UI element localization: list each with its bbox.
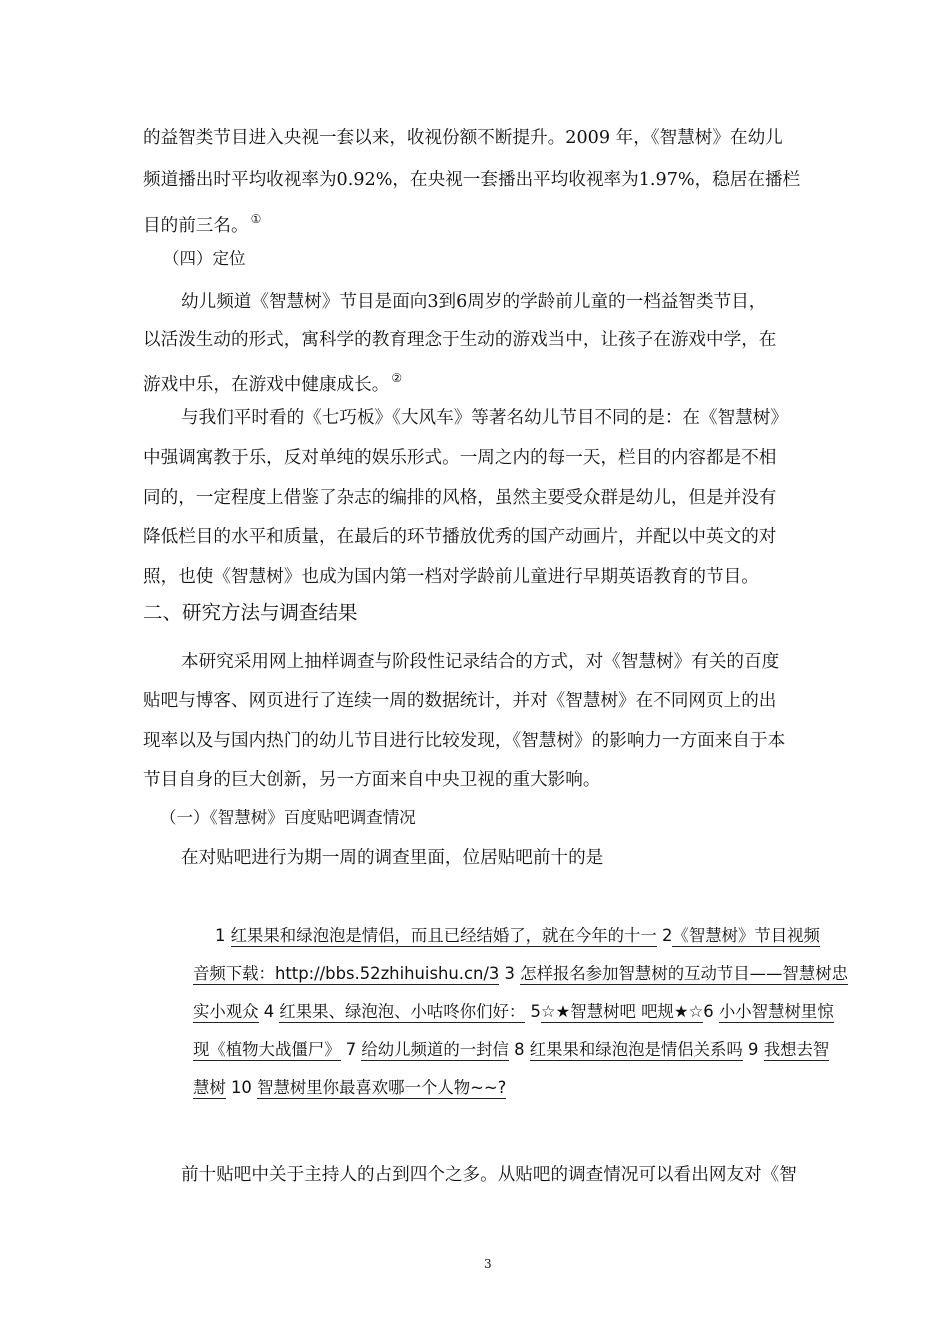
link-row <box>215 924 820 948</box>
footnote-marker[interactable]: ② <box>391 371 403 385</box>
tieba-link[interactable]: 实小观众 <box>193 1002 259 1021</box>
tieba-link[interactable]: 给幼儿频道的一封信 <box>361 1040 509 1059</box>
tieba-link[interactable]: 红果果和绿泡泡是情侣，而且已经结婚了，就在今年的十一 <box>230 926 657 945</box>
body-text-line: 频道播出时平均收视率为0.92%，在央视一套播出平均收视率为1.97%，稳居在播栏 <box>143 170 801 190</box>
footnote-marker[interactable]: ① <box>250 212 262 226</box>
link-number: 8 <box>508 1040 530 1059</box>
section-heading: 二、研究方法与调查结果 <box>143 601 358 624</box>
page-number: 3 <box>484 1257 492 1271</box>
body-text-line: 现率以及与国内热门的幼儿节目进行比较发现，《智慧树》的影响力一方面来自于本 <box>143 731 786 751</box>
body-text-line: 以活泼生动的形式，寓科学的教育理念于生动的游戏当中，让孩子在游戏中学，在 <box>143 330 777 350</box>
link-row <box>193 1000 834 1024</box>
link-number: 10 <box>225 1078 258 1097</box>
link-number: 4 <box>258 1002 280 1021</box>
link-number: 3 <box>499 964 521 983</box>
body-text-line: 贴吧与博客、网页进行了连续一周的数据统计，并对《智慧树》在不同网页上的出 <box>143 691 777 711</box>
link-number: 1 <box>215 926 231 945</box>
body-text-line: 幼儿频道《智慧树》节目是面向3到6周岁的学龄前儿童的一档益智类节目， <box>181 292 767 312</box>
tieba-link[interactable]: 怎样报名参加智慧树的互动节目——智慧树忠 <box>520 964 849 983</box>
tieba-link[interactable]: 小小智慧树里惊 <box>718 1002 834 1021</box>
link-row <box>193 1038 829 1062</box>
tieba-link[interactable]: 我想去智 <box>763 1040 830 1059</box>
link-row <box>193 1076 506 1100</box>
body-text-line <box>143 366 402 397</box>
body-text-line: 前十贴吧中关于主持人的占到四个之多。从贴吧的调查情况可以看出网友对《智 <box>181 1165 797 1185</box>
tieba-link[interactable]: ☆★智慧树吧 吧规★☆ <box>540 1002 704 1021</box>
link-number: 2 <box>656 926 673 945</box>
body-text-line: 在对贴吧进行为期一周的调查里面，位居贴吧前十的是 <box>181 848 604 868</box>
body-text-line: 节目自身的巨大创新，另一方面来自中央卫视的重大影响。 <box>143 770 601 790</box>
body-text-line: 照，也使《智慧树》也成为国内第一档对学龄前儿童进行早期英语教育的节目。 <box>143 567 759 587</box>
tieba-link[interactable]: 红果果、绿泡泡、小咕咚你们好： <box>279 1002 526 1021</box>
body-text-line: 同的，一定程度上借鉴了杂志的编排的风格，虽然主要受众群是幼儿，但是并没有 <box>143 488 777 508</box>
tieba-link[interactable]: 慧树 <box>193 1078 226 1097</box>
subsection-heading: （一）《智慧树》百度贴吧调查情况 <box>160 808 416 827</box>
body-text-line: 与我们平时看的《七巧板》《大风车》等著名幼儿节目不同的是：在《智慧树》 <box>181 408 788 428</box>
tieba-link[interactable]: 红果果和绿泡泡是情侣关系吗 <box>529 1040 743 1059</box>
link-number: 5 <box>525 1002 541 1021</box>
tieba-link[interactable]: 《智慧树》节目视频 <box>672 926 820 945</box>
body-text-line: 中强调寓教于乐，反对单纯的娱乐形式。一周之内的每一天，栏目的内容都是不相 <box>143 448 777 468</box>
tieba-link[interactable]: 智慧树里你最喜欢哪一个人物~~? <box>257 1078 507 1097</box>
body-text-line: 降低栏目的水平和质量，在最后的环节播放优秀的国产动画片，并配以中英文的对 <box>143 527 777 547</box>
body-text-line: 的益智类节目进入央视一套以来，收视份额不断提升。2009 年，《智慧树》在幼儿 <box>143 128 783 148</box>
body-text: 目的前三名。 <box>143 216 249 236</box>
tieba-link[interactable]: 音频下载：http://bbs.52zhihuishu.cn/3 <box>193 964 500 983</box>
body-text-line: 本研究采用网上抽样调查与阶段性记录结合的方式，对《智慧树》有关的百度 <box>181 652 780 672</box>
link-row <box>193 962 848 986</box>
tieba-link[interactable]: 现《植物大战僵尸》 <box>193 1040 341 1059</box>
body-text: 游戏中乐，在游戏中健康成长。 <box>143 375 390 395</box>
body-text-line <box>143 207 261 238</box>
tieba-link-list <box>193 924 849 1124</box>
link-number: 6 <box>703 1002 719 1021</box>
link-number: 9 <box>742 1040 764 1059</box>
link-number: 7 <box>340 1040 362 1059</box>
section-heading: （四）定位 <box>163 249 246 268</box>
